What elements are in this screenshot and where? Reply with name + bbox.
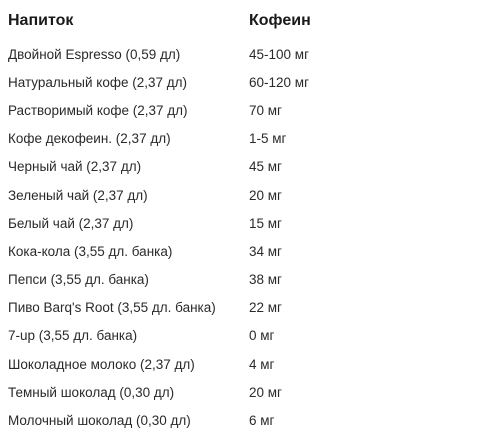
table-row bbox=[8, 322, 492, 350]
caffeine-cell: 45 мг bbox=[249, 159, 282, 175]
drink-cell: Белый чай (2,37 дл) bbox=[8, 215, 134, 231]
caffeine-cell: 38 мг bbox=[249, 272, 282, 288]
drink-cell: Молочный шоколад (0,30 дл) bbox=[8, 413, 191, 429]
caffeine-cell: 45-100 мг bbox=[249, 46, 309, 62]
caffeine-cell: 15 мг bbox=[249, 215, 282, 231]
drink-cell: Пепси (3,55 дл. банка) bbox=[8, 272, 149, 288]
table-row bbox=[8, 153, 492, 181]
header-drink: Напиток bbox=[8, 12, 74, 29]
caffeine-cell: 70 мг bbox=[249, 102, 282, 118]
table-row bbox=[8, 406, 492, 434]
drink-cell: Растворимый кофе (2,37 дл) bbox=[8, 102, 188, 118]
table-row bbox=[8, 181, 492, 209]
table-row bbox=[8, 378, 492, 406]
drink-cell: Кофе декофеин. (2,37 дл) bbox=[8, 131, 171, 147]
table-row bbox=[8, 96, 492, 124]
drink-cell: Пиво Barq's Root (3,55 дл. банка) bbox=[8, 300, 216, 316]
table-header-row bbox=[8, 6, 492, 36]
caffeine-cell: 6 мг bbox=[249, 413, 275, 429]
caffeine-cell: 1-5 мг bbox=[249, 131, 287, 147]
caffeine-cell: 4 мг bbox=[249, 356, 275, 372]
caffeine-cell: 60-120 мг bbox=[249, 74, 309, 90]
drink-cell: Темный шоколад (0,30 дл) bbox=[8, 384, 175, 400]
drink-cell: Черный чай (2,37 дл) bbox=[8, 159, 142, 175]
caffeine-table bbox=[8, 6, 492, 435]
drink-cell: 7-up (3,55 дл. банка) bbox=[8, 328, 138, 344]
caffeine-cell: 0 мг bbox=[249, 328, 275, 344]
drink-cell: Шоколадное молоко (2,37 дл) bbox=[8, 356, 195, 372]
table-row bbox=[8, 237, 492, 265]
caffeine-cell: 34 мг bbox=[249, 243, 282, 259]
table-row bbox=[8, 68, 492, 96]
drink-cell: Двойной Espresso (0,59 дл) bbox=[8, 46, 181, 62]
drink-cell: Натуральный кофе (2,37 дл) bbox=[8, 74, 187, 90]
table-row bbox=[8, 350, 492, 378]
table-row bbox=[8, 125, 492, 153]
caffeine-cell: 20 мг bbox=[249, 384, 282, 400]
caffeine-cell: 20 мг bbox=[249, 187, 282, 203]
drink-cell: Зеленый чай (2,37 дл) bbox=[8, 187, 148, 203]
table-row bbox=[8, 266, 492, 294]
table-row bbox=[8, 209, 492, 237]
caffeine-cell: 22 мг bbox=[249, 300, 282, 316]
table-row bbox=[8, 294, 492, 322]
header-caffeine: Кофеин bbox=[249, 12, 311, 29]
table-row bbox=[8, 40, 492, 68]
drink-cell: Кока-кола (3,55 дл. банка) bbox=[8, 243, 173, 259]
